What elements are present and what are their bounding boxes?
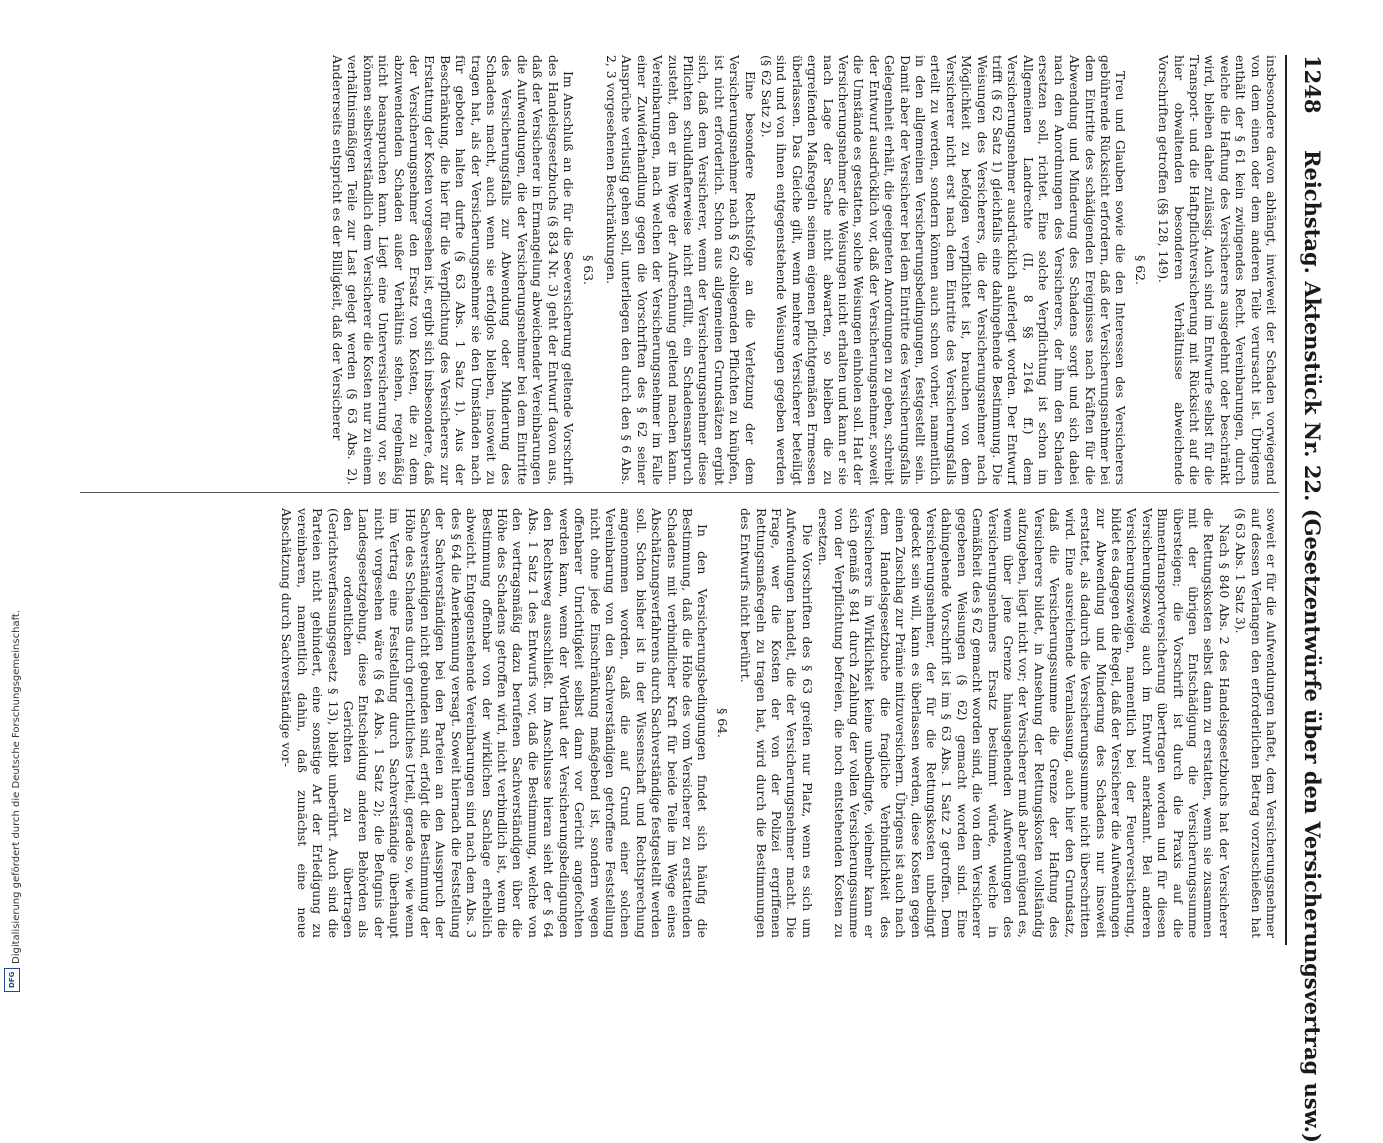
left-column <box>78 55 1279 485</box>
dfg-logo: DFG <box>4 968 20 992</box>
section-heading: § 63. <box>580 255 596 285</box>
paragraph: In den Versicherungsbedingungen findet sich häufig die Bestimmung, daß die Höhe des vom Versicherer zu erstattenden Schadens mit verbindlicher Kraft für beide Teile im Wege eines Abschätzungsverfahrens durch Sachverständige festgestellt werden soll. Schon bisher ist in der Wissenschaft und Rechtsprechung angenommen worden, daß die auf Grund einer solchen Vereinbarung von den Sachverständigen getroffene Feststellung nicht ohne jede Einschränkung maßgebend ist, sondern wegen offenbarer Unrichtigkeit selbst dann vor Gericht angefochten werden kann, wenn der Wortlaut der Versicherungsbedingungen den Rechtsweg ausschließt. Im Anschlusse hieran sieht der § 64 Abs. 1 Satz 1 des Entwurfs vor, daß die Bestimmung, welche von den vertragsmäßig dazu berufenen Sachverständigen über die Höhe des Schadens getroffen wird, nicht verbindlich ist, wenn die Bestimmung offenbar von der wirklichen Sachlage erheblich abweicht. Entgegenstehende Vereinbarungen sind nach dem Abs. 3 des § 64 die Anerkennung versagt. Soweit hiernach die Feststellung der Sachverständigen bei den Parteien an den Ausspruch der Sachverständigen nicht gebunden sind, erfolgt die Bestimmung der Höhe des Schadens durch gerichtliches Urteil, gerade so, wie wenn im Vertrag eine Feststellung durch Sachverständige überhaupt nicht vorgesehen wäre (§ 64 Abs. 1 Satz 2); die Befugnis der Landesgesetzgebung, diese Entscheidung anderen Behörden als den ordentlichen Gerichten zu übertragen (Gerichtsverfassungsgesetz § 13), bleibt unberührt. Auch sind die Parteien nicht gehindert, eine sonstige Art der Erledigung zu vereinbaren, namentlich dahin, daß zunächst eine neue Abschätzung durch Sachverständige vor- <box>279 508 711 938</box>
page-title: Reichstag. Aktenstück Nr. 22. (Gesetzentwürfe über den Versicherungsvertrag usw.) <box>1300 150 1325 1143</box>
paragraph: Treu und Glauben sowie die den Interessen des Versicherers gebührende Rücksicht erfordern, daß der Versicherungsnehmer bei dem Eintritte des schädigenden Ereignisses nach Kräften für die Abwendung und Minderung des Schadens sorgt und sich dabei nach den Anordnungen des Versicherers, der ihm den Schaden ersetzen soll, richtet. Eine solche Verpflichtung ist schon im Allgemeinen Landrechte (II, 8 §§ 2164 ff.) dem Versicherungsnehmer ausdrücklich auferlegt worden. Der Entwurf trifft (§ 62 Satz 1) gleichfalls eine dahingehende Bestimmung. Die Weisungen des Versicherers, die der Versicherungsnehmer nach Möglichkeit zu befolgen verpflichtet ist, brauchen von dem Versicherer nicht erst nach dem Eintritte des Versicherungsfalls erteilt zu werden, sondern können auch schon vorher, namentlich in den allgemeinen Versicherungsbedingungen, festgestellt sein. Damit aber der Versicherer bei dem Eintritte des Versicherungsfalls Gelegenheit erhält, die geeigneten Anordnungen zu geben, schreibt der Entwurf ausdrücklich vor, daß der Versicherungsnehmer, soweit die Umstände es gestatten, solche Weisungen einholen soll. Hat der Versicherungsnehmer die Weisungen nicht erhalten und kann er sie nach Lage der Sache nicht abwarten, so bleiben die zu ergreifenden Maßregeln seinem eigenen pflichtgemäßen Ermessen überlassen. Das Gleiche gilt, wenn mehrere Versicherer beteiligt sind und von ihnen entgegenstehende Weisungen gegeben werden (§ 62 Satz 2). <box>759 55 1129 485</box>
column-divider <box>80 492 1279 493</box>
page-header <box>1285 55 1325 1143</box>
right-column <box>78 508 1279 938</box>
section-heading: § 62. <box>1132 255 1148 285</box>
digitization-credit <box>8 4 22 964</box>
paragraph: soweit er für die Aufwendungen haftet, dem Versicherungsnehmer auf dessen Verlangen den erforderlichen Betrag vorzuschießen hat (§ 63 Abs. 1 Satz 3). <box>1233 508 1279 938</box>
paragraph: insbesondere davon abhängt, inwieweit der Schaden vorwiegend von dem einen oder dem anderen Teile verursacht ist. Übrigens enthält der § 61 kein zwingendes Recht. Vereinbarungen, durch welche die Haftung des Versicherers ausgedehnt oder beschränkt wird, bleiben daher zulässig. Auch sind im Entwurfe selbst für die Transport- und die Haftpflichtversicherung mit Rücksicht auf die hier obwaltenden besonderen Verhältnisse abweichende Vorschriften getroffen (§§ 128, 149). <box>1156 55 1279 485</box>
paragraph: Nach § 840 Abs. 2 des Handelsgesetzbuchs hat der Versicherer die Rettungskosten selbst dann zu erstatten, wenn sie zusammen mit der übrigen Entschädigung die Versicherungssumme übersteigen; die Vorschrift ist durch die Praxis auf die Binnentransportversicherung übertragen worden und für diesen Versicherungszweig auch im Entwurf anerkannt. Bei anderen Versicherungszweigen, namentlich bei der Feuerversicherung, bildet es dagegen die Regel, daß der Versicherer die Aufwendungen zur Abwendung und Minderung des Schadens nur insoweit erstattet, als dadurch die Versicherungssumme nicht überschritten wird. Eine ausreichende Veranlassung, auch hier den Grundsatz, daß die Versicherungssumme die Grenze der Haftung des Versicherers bildet, in Ansehung der Rettungskosten vollständig aufzugeben, liegt nicht vor; der Versicherer muß aber genügend es, wenn über jene Grenze hinausgehenden Aufwendungen des Versicherungsnehmers Ersatz bestimmt würde, welche in Gemäßheit des § 62 gemacht worden sind, die von dem Versicherer gegebenen Weisungen (§ 62) gemacht worden sind. Eine dahingehende Vorschrift ist im § 63 Abs. 1 Satz 2 getroffen. Dem Versicherungsnehmer, der für die Rettungskosten unbedingt gedeckt sein will, kann es überlassen werden, diese Kosten gegen einen Zuschlag zur Prämie mitzuversichern. Übrigens ist auch nach dem Handelsgesetzbuche die fragliche Verbindlichkeit des Versicherers in Wirklichkeit keine unbedingte, vielmehr kann er sich gemäß § 841 durch Zahlung der vollen Versicherungssumme von der Verpflichtung befreien, die noch entstehenden Kosten zu ersetzen. <box>816 508 1232 938</box>
page-number: 1248 <box>1300 55 1325 114</box>
header-rule <box>1285 55 1287 945</box>
section-heading: § 64. <box>714 708 730 738</box>
credit-text: Digitalisierung gefördert durch die Deutsche Forschungsgemeinschaft. <box>11 609 22 964</box>
paragraph: Die Vorschriften des § 63 greifen nur Platz, wenn es sich um Aufwendungen handelt, die der Versicherungsnehmer macht. Die Frage, wer die Kosten der von der Polizei ergriffenen Rettungsmaßregeln zu tragen hat, wird durch die Bestimmungen des Entwurfs nicht berührt. <box>738 508 815 938</box>
paragraph: Eine besondere Rechtsfolge an die Verletzung der dem Versicherungsnehmer nach § 62 obliegenden Pflichten zu knüpfen, ist nicht erforderlich. Schon aus allgemeinen Grundsätzen ergibt sich, daß dem Versicherer, wenn der Versicherungsnehmer diese Pflichten schuldhafterweise nicht erfüllt, ein Schadensanspruch zusteht, den er im Wege der Aufrechnung geltend machen kann. Vereinbarungen, nach welchen der Versicherungsnehmer im Falle einer Zuwiderhandlung gegen die Vorschriften des § 62 seiner Ansprüche verlustig gehen soll, unterliegen den durch den § 6 Abs. 2, 3 vorgesehenen Beschränkungen. <box>603 55 758 485</box>
paragraph: Im Anschluß an die für die Seeversicherung geltende Vorschrift des Handelsgesetzbuchs (§ 834 Nr. 3) geht der Entwurf davon aus, daß der Versicherer in Ermangelung abweichender Vereinbarungen die Aufwendungen, die der Versicherungsnehmer bei dem Eintritte des Versicherungsfalls zur Abwendung oder Minderung des Schadens macht, auch wenn sie erfolglos bleiben, insoweit zu tragen hat, als der Versicherungsnehmer sie den Umständen nach für geboten halten durfte (§ 63 Abs. 1 Satz 1). Aus der Beschränkung, die hier für die Verpflichtung des Versicherers zur Erstattung der Kosten vorgesehen ist, ergibt sich insbesondere, daß der Versicherungsnehmer den Ersatz von Kosten, die zu dem abzuwendenden Schaden außer Verhältnis stehen, regelmäßig nicht beanspruchen kann. Liegt eine Unterversicherung vor, so können selbstverständlich dem Versicherer die Kosten nur zu einem verhältnismäßigen Teile zur Last gelegt werden (§ 63 Abs. 2). Andererseits entspricht es der Billigkeit, daß der Versicherer <box>330 55 577 485</box>
